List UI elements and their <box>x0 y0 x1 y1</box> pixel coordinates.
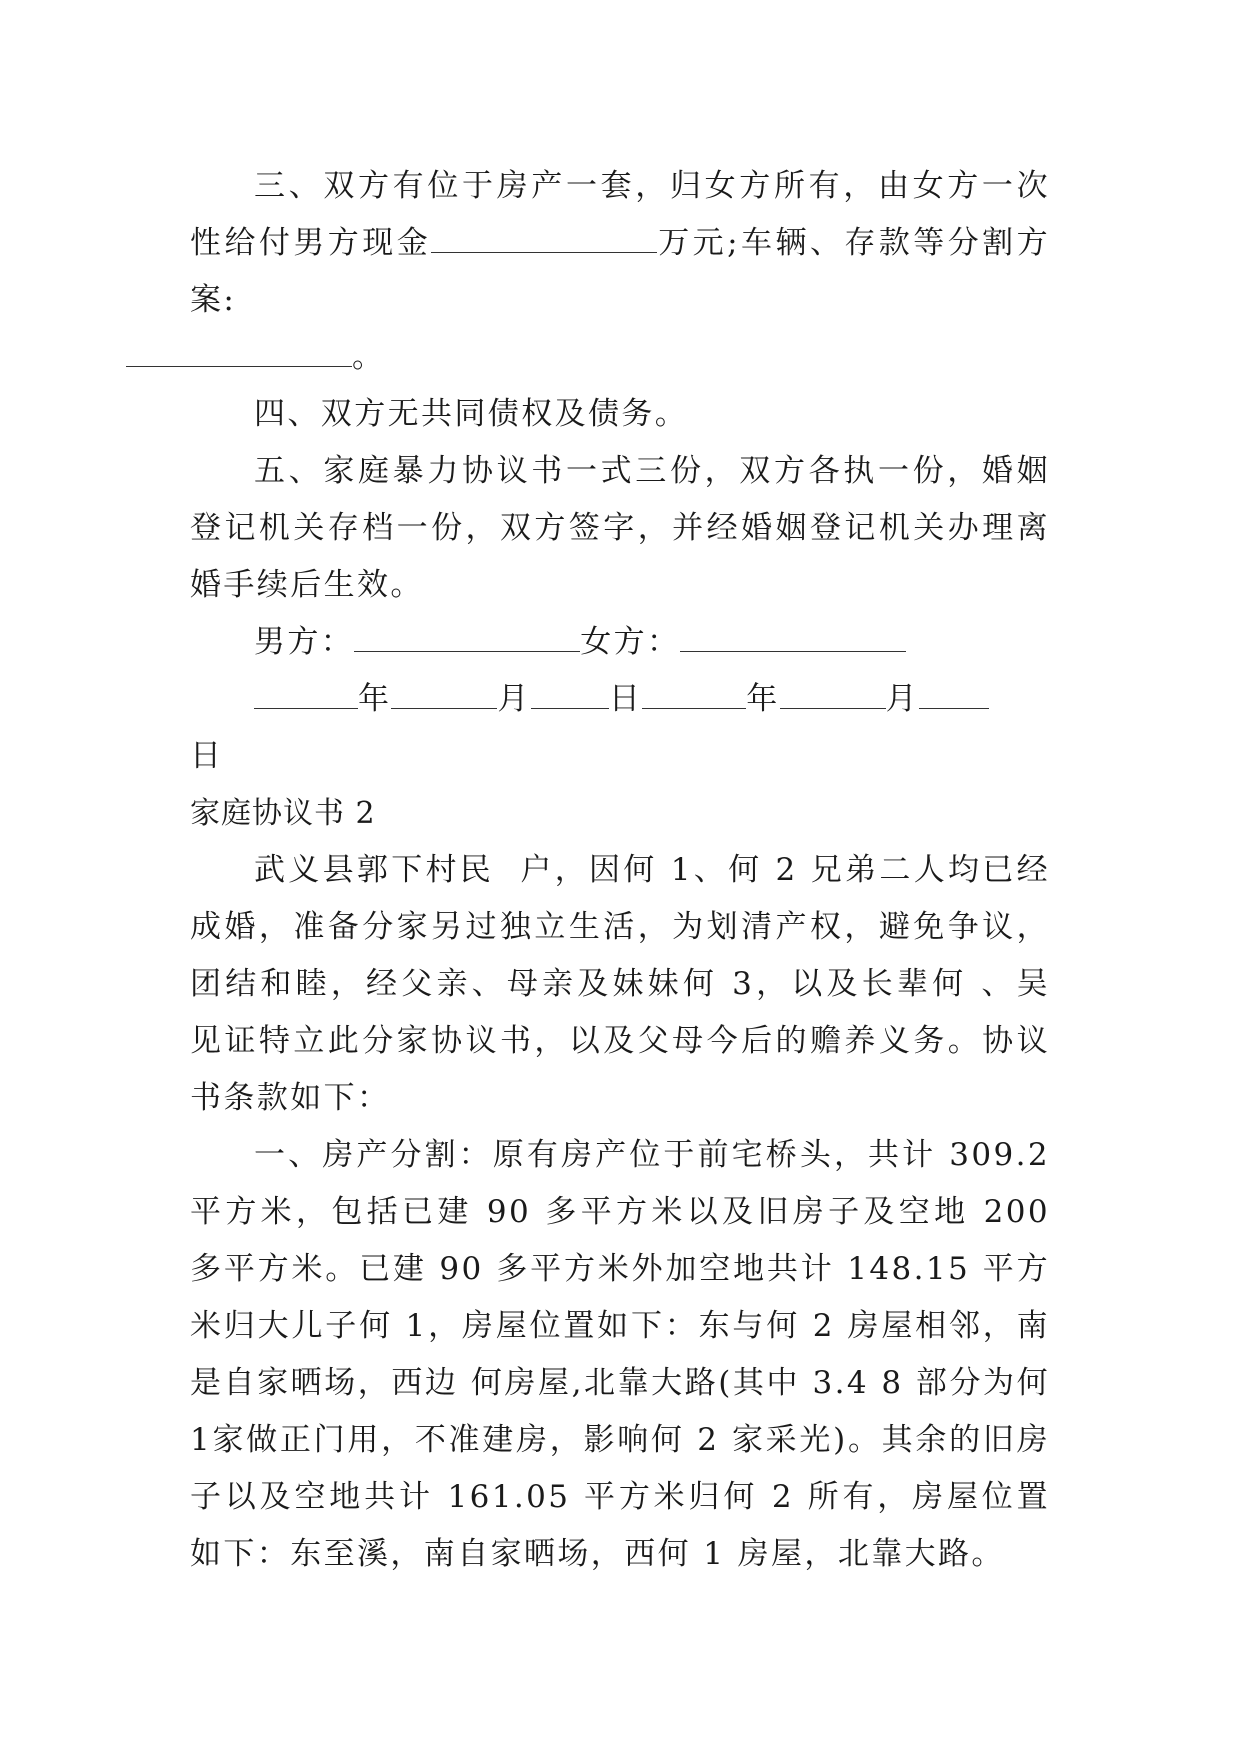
clause-5: 五、家庭暴力协议书一式三份，双方各执一份，婚姻登记机关存档一份，双方签字，并经婚姻登记机关办理离婚手续后生效。 <box>190 453 1050 603</box>
date-line <box>190 671 1050 785</box>
day-blank-1 <box>531 686 609 709</box>
intro-paragraph: 武义县郭下村民 户，因何 1、何 2 兄弟二人均已经成婚，准备分家另过独立生活，为划清产权，避免争议，团结和睦，经父亲、母亲及妹妹何 3，以及长辈何 、吴 见证特立此分家协议书，以及父母今后的赡养义务。协议书条款如下： <box>190 852 1063 1116</box>
section-heading-2: 家庭协议书 2 <box>190 796 376 831</box>
clause-4: 四、双方无共同债权及债务。 <box>254 396 689 432</box>
woman-signature-blank <box>680 629 906 652</box>
year-blank-2 <box>642 686 746 709</box>
division-plan-blank <box>126 344 352 367</box>
woman-label: 女方： <box>580 624 681 660</box>
document-page <box>190 158 1063 1583</box>
month-blank-2 <box>780 686 886 709</box>
man-label: 男方： <box>254 624 355 660</box>
year-label-1: 年 <box>358 681 392 717</box>
cash-amount-blank <box>431 230 657 253</box>
clause-3-text-b: 万元;车辆、存款等分割方案: <box>190 225 1050 318</box>
day-label-2: 日 <box>190 738 224 774</box>
month-label-1: 月 <box>497 681 531 717</box>
month-blank-1 <box>391 686 497 709</box>
day-blank-2 <box>919 686 989 709</box>
item-1-property-division: 一、房产分割：原有房产位于前宅桥头，共计 309.2 平方米，包括已建 90 多平方米以及旧房子及空地 200 多平方米。已建 90 多平方米外加空地共计 148.15 平方米归大儿子何 1，房屋位置如下：东与何 2 房屋相邻，南是自家晒场，西边 何房屋,北靠大路(其中 3.4 8 部分为何 1家做正门用，不准建房，影响何 2 家采光)。其余的旧房子以及空地共计 161.05 平方米归何 2 所有，房屋位置如下：东至溪，南自家晒场，西何 1 房屋，北靠大路。 <box>190 1137 1063 1572</box>
month-label-2: 月 <box>885 681 920 717</box>
man-signature-blank <box>354 629 580 652</box>
clause-3 <box>190 158 1050 386</box>
clause-3-text-a: 三、双方有位于房产一套，归女方所有，由女方一次性给付男方现金 <box>190 168 1050 261</box>
clause-3-text-c: 。 <box>352 339 386 375</box>
signature-line <box>190 614 1050 671</box>
year-blank-1 <box>254 686 358 709</box>
day-label-1: 日 <box>608 681 643 717</box>
year-label-2: 年 <box>746 681 780 717</box>
